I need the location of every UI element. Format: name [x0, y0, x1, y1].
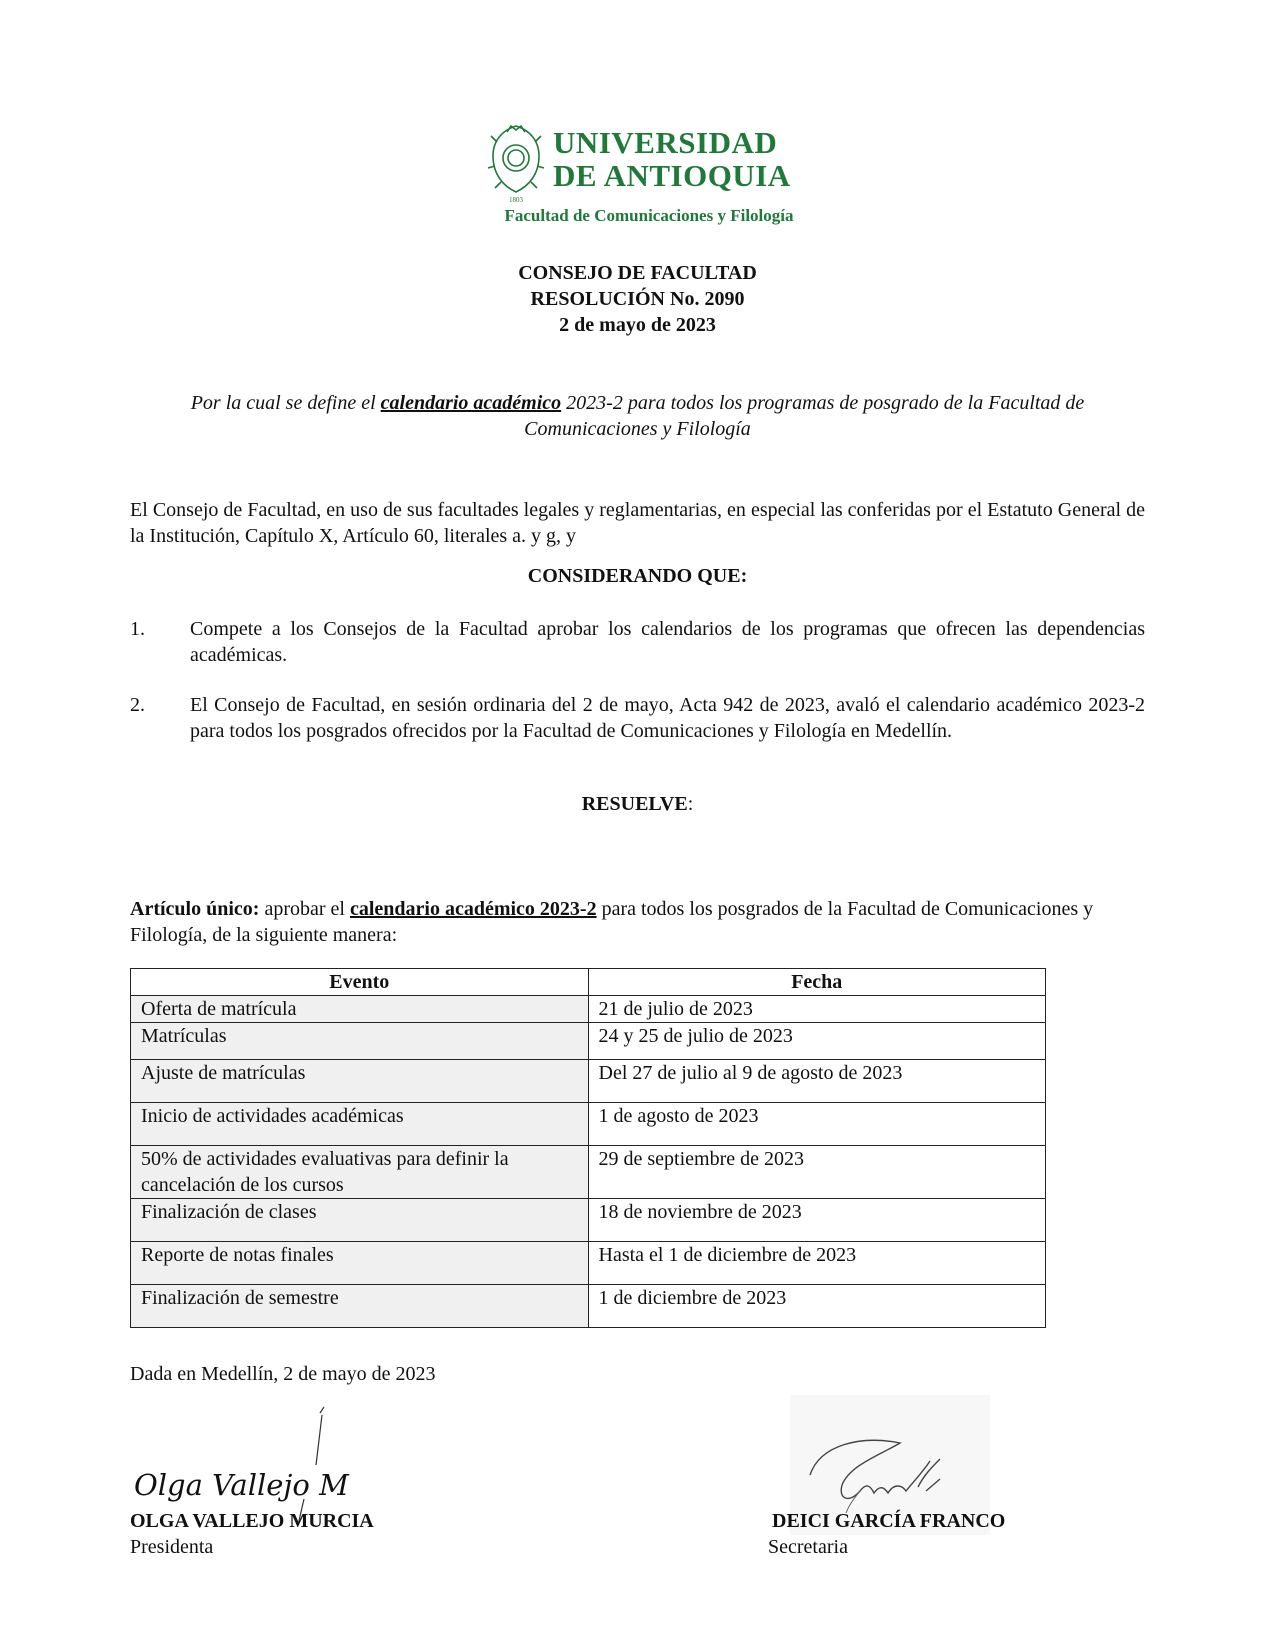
resolution-header	[0, 260, 1275, 338]
item-text: Compete a los Consejos de la Facultad aprobar los calendarios de los programas que ofrecen las dependencias académicas.	[190, 618, 1145, 666]
article-pre: aprobar el	[259, 898, 350, 920]
signer-2-name: DEICI GARCÍA FRANCO	[772, 1510, 1006, 1532]
university-name-line2: DE ANTIOQUIA	[553, 158, 791, 193]
university-seal-icon	[485, 122, 547, 204]
event-cell: Matrículas	[131, 1023, 589, 1060]
resolves-title: RESUELVE	[581, 793, 688, 815]
date-cell: 1 de agosto de 2023	[588, 1103, 1046, 1146]
signer-2-role: Secretaria	[768, 1536, 848, 1558]
date-cell: Del 27 de julio al 9 de agosto de 2023	[588, 1060, 1046, 1103]
council-title: CONSEJO DE FACULTAD	[518, 262, 757, 284]
header-date: Fecha	[588, 969, 1046, 996]
table-row	[131, 1146, 1046, 1199]
article-post: para todos los posgrados de la Facultad de Comunicaciones y Filología, de la siguiente manera:	[130, 898, 1094, 946]
date-cell: 21 de julio de 2023	[588, 996, 1046, 1023]
subject-underlined: calendario académico	[380, 392, 562, 414]
event-cell: Oferta de matrícula	[131, 996, 589, 1023]
resolves-colon: :	[687, 793, 694, 815]
item-number: 1.	[130, 618, 145, 640]
seal-year: 1803	[509, 196, 523, 204]
subject-pre: Por la cual se define el	[190, 392, 381, 414]
table-row	[131, 996, 1046, 1023]
table-row	[131, 1103, 1046, 1146]
resolution-date: 2 de mayo de 2023	[559, 314, 716, 336]
faculty-name: Facultad de Comunicaciones y Filología	[504, 206, 794, 225]
date-cell: 29 de septiembre de 2023	[588, 1146, 1046, 1199]
event-cell: Reporte de notas finales	[131, 1242, 589, 1285]
item-number: 2.	[130, 694, 145, 716]
article-underlined: calendario académico 2023-2	[349, 898, 597, 920]
event-cell: Finalización de clases	[131, 1199, 589, 1242]
table-row	[131, 1242, 1046, 1285]
signature-olga-handwriting: Olga Vallejo M	[134, 1468, 349, 1502]
resolves-heading	[0, 793, 1275, 816]
university-name	[553, 126, 791, 192]
resolution-subject	[130, 390, 1145, 442]
date-cell: 1 de diciembre de 2023	[588, 1285, 1046, 1328]
event-cell: 50% de actividades evaluativas para definir la cancelación de los cursos	[131, 1146, 589, 1199]
university-name-line1: UNIVERSIDAD	[553, 125, 778, 160]
event-cell: Inicio de actividades académicas	[131, 1103, 589, 1146]
table-row	[131, 1023, 1046, 1060]
subject-post: 2023-2 para todos los programas de posgrado de la Facultad de Comunicaciones y Filología	[524, 392, 1085, 440]
article-paragraph	[130, 896, 1145, 948]
signer-1-role: Presidenta	[130, 1536, 214, 1558]
event-cell: Ajuste de matrículas	[131, 1060, 589, 1103]
resolution-number: RESOLUCIÓN No. 2090	[530, 288, 745, 310]
date-cell: 24 y 25 de julio de 2023	[588, 1023, 1046, 1060]
signer-1-name: OLGA VALLEJO MURCIA	[130, 1510, 374, 1532]
table-row	[131, 1285, 1046, 1328]
item-text: El Consejo de Facultad, en sesión ordinaria del 2 de mayo, Acta 942 de 2023, avaló el calendario académico 2023-2 para todos los posgrados ofrecidos por la Facultad de Comunicaciones y Filología en Medellín.	[190, 694, 1145, 742]
preamble-paragraph: El Consejo de Facultad, en uso de sus facultades legales y reglamentarias, en especial las conferidas por el Estatuto General de la Institución, Capítulo X, Artículo 60, literales a. y g, y	[130, 499, 1145, 547]
given-at: Dada en Medellín, 2 de mayo de 2023	[130, 1363, 436, 1385]
table-row	[131, 1199, 1046, 1242]
table-header-row	[131, 969, 1046, 996]
event-cell: Finalización de semestre	[131, 1285, 589, 1328]
table-row	[131, 1060, 1046, 1103]
date-cell: 18 de noviembre de 2023	[588, 1199, 1046, 1242]
article-label: Artículo único:	[130, 898, 260, 920]
date-cell: Hasta el 1 de diciembre de 2023	[588, 1242, 1046, 1285]
header-event: Evento	[131, 969, 589, 996]
university-logo	[485, 122, 805, 232]
considering-heading: CONSIDERANDO QUE:	[527, 565, 748, 587]
calendar-table	[130, 968, 1046, 1328]
